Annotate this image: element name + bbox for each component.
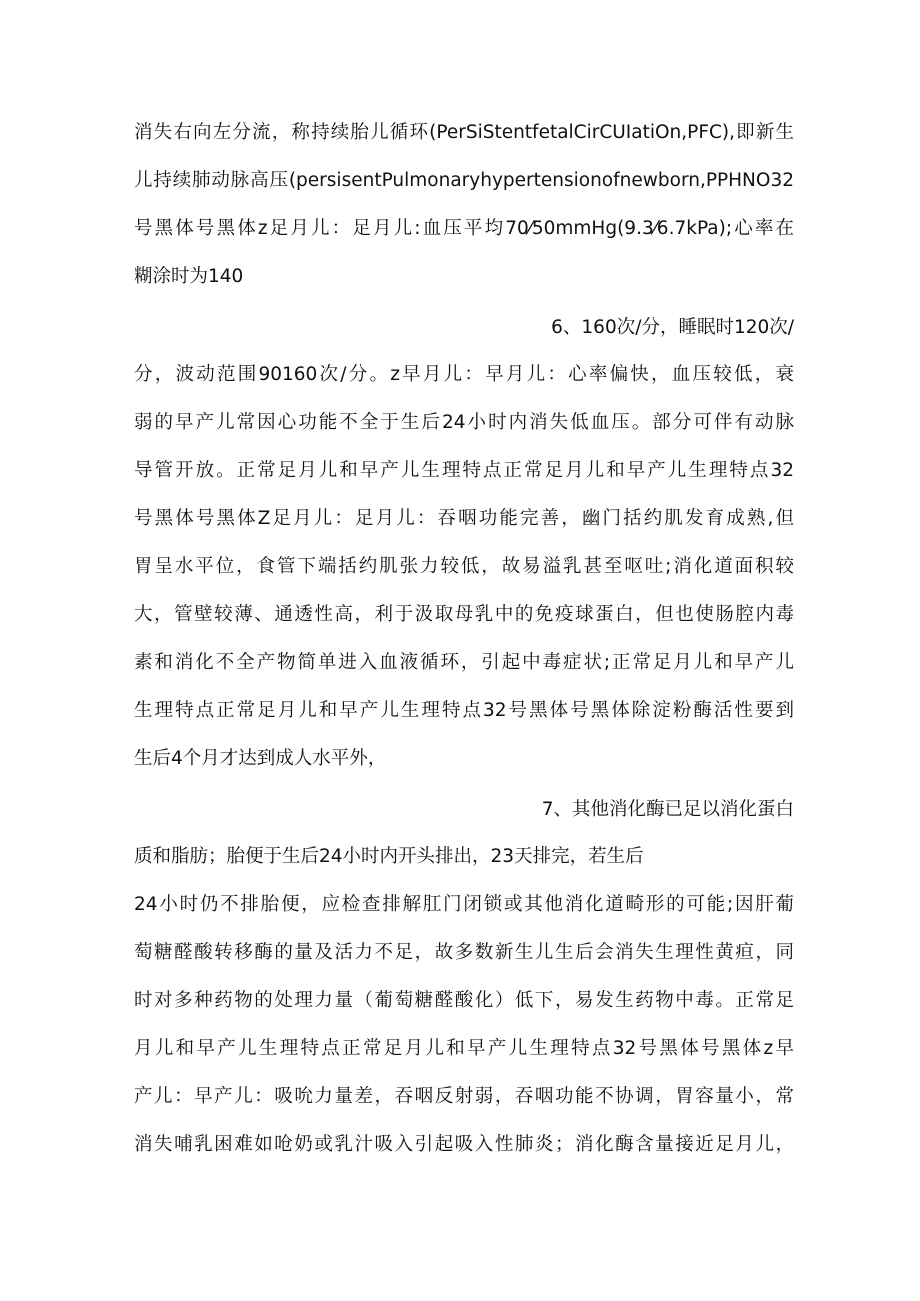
text-line: 24小时仍不排胎便，应检查排解肛门闭锁或其他消化道畸形的可能;因肝葡 (134, 894, 794, 915)
text-line: 导管开放。正常足月儿和早产儿生理特点正常足月儿和早产儿生理特点32 (134, 460, 794, 481)
text-line: 号黑体号黑体z足月儿：足月儿:血压平均70⁄50mmHg(9.3⁄6.7kPa);心率在 (134, 218, 794, 239)
text-line: 6、160次/分，睡眠时120次/ (551, 317, 794, 338)
text-line: 生后4个月才达到成人水平外， (134, 748, 387, 769)
text-line: 素和消化不全产物简单进入血液循环，引起中毒症状;正常足月儿和早产儿 (134, 652, 794, 673)
text-line: 消失哺乳困难如呛奶或乳汁吸入引起吸入性肺炎；消化酶含量接近足月儿， (134, 1134, 794, 1155)
text-line: 萄糖醛酸转移酶的量及活力不足，故多数新生儿生后会消失生理性黄疸，同 (134, 942, 794, 963)
text-line: 胃呈水平位，食管下端括约肌张力较低，故易溢乳甚至呕吐;消化道面积较 (134, 556, 794, 577)
text-line: 号黑体号黑体Z足月儿：足月儿：吞咽功能完善，幽门括约肌发育成熟,但 (134, 508, 794, 529)
text-line: 弱的早产儿常因心功能不全于生后24小时内消失低血压。部分可伴有动脉 (134, 412, 794, 433)
text-line: 产儿：早产儿：吸吮力量差，吞咽反射弱，吞咽功能不协调，胃容量小，常 (134, 1086, 794, 1107)
text-line: 7、其他消化酶已足以消化蛋白 (541, 799, 794, 820)
text-line: 质和脂肪；胎便于生后24小时内开头排出，23天排完，若生后 (134, 846, 644, 867)
text-line: 分，波动范围90160次/分。z早月儿：早月儿：心率偏快，血压较低，衰 (134, 364, 794, 385)
text-line: 消失右向左分流，称持续胎儿循环(PerSiStentfetalCirCUIatiOn,PFC),即新生 (134, 122, 794, 143)
text-line: 儿持续肺动脉高压(persisentPulmonaryhypertensionofnewborn,PPHNO32 (134, 170, 794, 191)
text-line: 时对多种药物的处理力量（葡萄糖醛酸化）低下，易发生药物中毒。正常足 (134, 990, 794, 1011)
text-line: 月儿和早产儿生理特点正常足月儿和早产儿生理特点32号黑体号黑体z早 (134, 1038, 794, 1059)
text-line: 糊涂时为140 (134, 266, 244, 287)
text-line: 生理特点正常足月儿和早产儿生理特点32号黑体号黑体除淀粉酶活性要到 (134, 700, 794, 721)
text-line: 大，管壁较薄、通透性高，利于汲取母乳中的免疫球蛋白，但也使肠腔内毒 (134, 604, 794, 625)
